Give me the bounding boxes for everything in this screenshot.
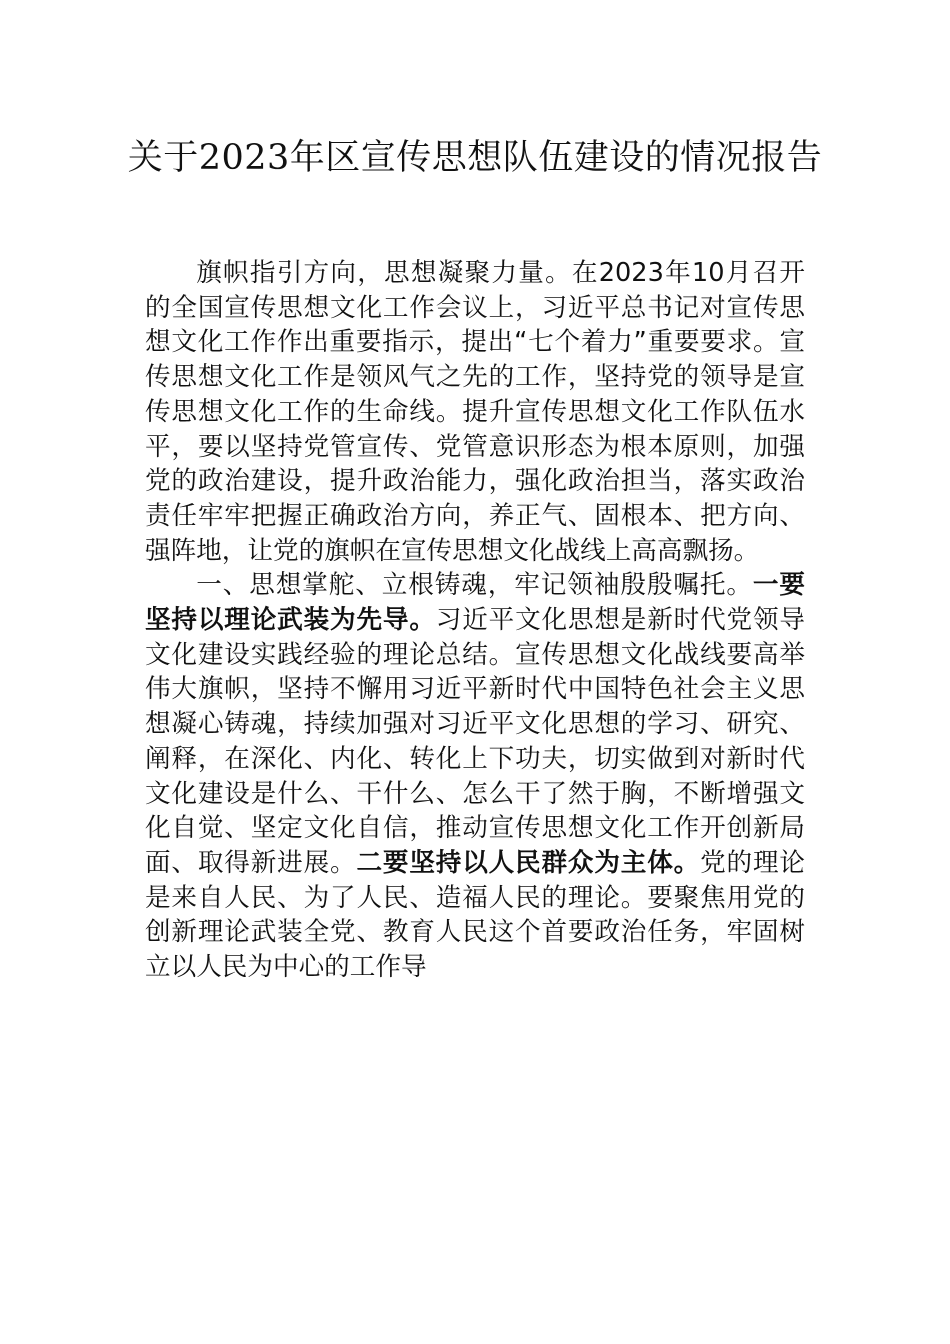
document-title: 关于2023年区宣传思想队伍建设的情况报告	[127, 138, 823, 178]
section-one-heading: 一、思想掌舵、立根铸魂，牢记领袖殷殷嘱托。	[196, 570, 753, 601]
section-one-paragraph	[145, 568, 805, 984]
point-two-text: 党的理论是来自人民、为了人民、造福人民的理论。要聚焦用党的创新理论武装全党、教育人民这个首要政治任务，牢固树立以人民为中心的工作导	[145, 847, 805, 983]
point-two-heading: 二要坚持以人民群众为主体。	[356, 847, 701, 878]
intro-paragraph: 旗帜指引方向，思想凝聚力量。在2023年10月召开的全国宣传思想文化工作会议上，习近平总书记对宣传思想文化工作作出重要指示，提出“七个着力”重要要求。宣传思想文化工作是领风气之先的工作，坚持党的领导是宣传思想文化工作的生命线。提升宣传思想文化工作队伍水平，要以坚持党管宣传、党管意识形态为根本原则，加强党的政治建设，提升政治能力，强化政治担当，落实政治责任牢牢把握正确政治方向，养正气、固根本、把方向、强阵地，让党的旗帜在宣传思想文化战线上高高飘扬。	[145, 258, 805, 566]
document-body	[145, 256, 805, 985]
point-one-heading: 一要坚持以理论武装为先导。	[145, 570, 805, 636]
point-one-text: 习近平文化思想是新时代党领导文化建设实践经验的理论总结。宣传思想文化战线要高举伟大旗帜，坚持不懈用习近平新时代中国特色社会主义思想凝心铸魂，持续加强对习近平文化思想的学习、研究、阐释，在深化、内化、转化上下功夫，切实做到对新时代文化建设是什么、干什么、怎么干了然于胸，不断增强文化自觉、坚定文化自信，推动宣传思想文化工作开创新局面、取得新进展。	[145, 605, 805, 878]
